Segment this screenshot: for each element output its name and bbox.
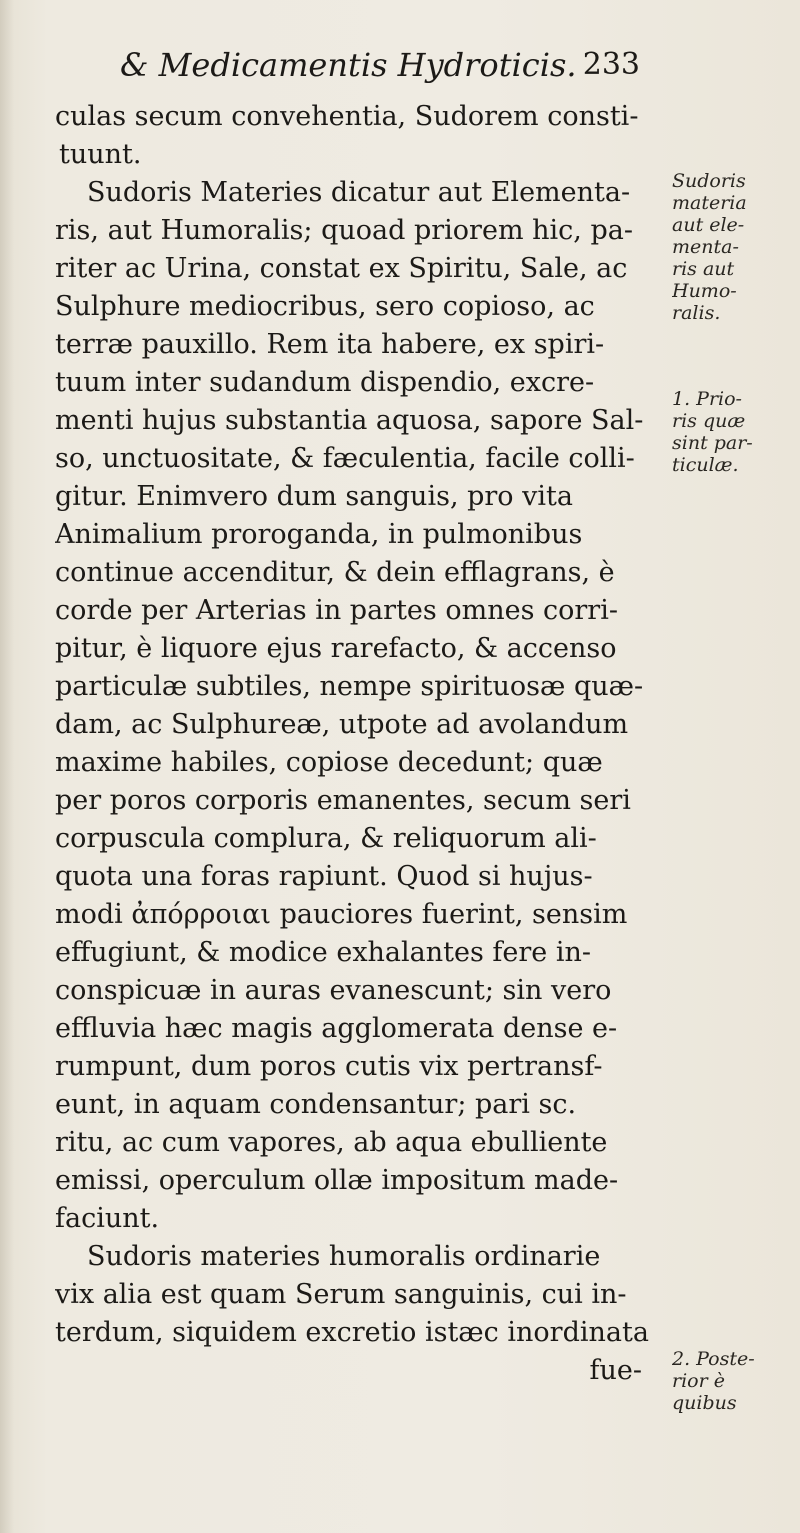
text-line: ritu, ac cum vapores, ab aqua ebulliente [55,1127,608,1158]
margin-note-line: materia [672,192,747,214]
running-head: & Medicamentis Hydroticis. [120,46,577,84]
margin-note-line: Humo- [672,280,737,302]
margin-note [672,170,797,324]
margin-note-line: 2. Poste- [672,1348,755,1370]
text-line: corde per Arterias in partes omnes corri- [55,595,618,626]
margin-note-line: ris quæ [672,410,746,432]
text-line: Sudoris materies humoralis ordinarie [87,1241,601,1272]
text-line: Sudoris Materies dicatur aut Elementa- [87,177,631,208]
text-line: terdum, siquidem excretio istæc inordinata [55,1317,649,1348]
text-line: so, unctuositate, & fæculentia, facile colli- [55,443,635,474]
text-line: maxime habiles, copiose decedunt; quæ [55,747,603,778]
margin-note-line: aut ele- [672,214,745,236]
text-line: terræ pauxillo. Rem ita habere, ex spiri- [55,329,605,360]
text-line: conspicuæ in auras evanescunt; sin vero [55,975,612,1006]
text-line: faciunt. [55,1203,160,1234]
text-line: dam, ac Sulphureæ, utpote ad avolandum [55,709,629,740]
margin-note-line: sint par- [672,432,753,454]
margin-note-line: quibus [672,1392,737,1414]
margin-note-line: Sudoris [672,170,746,192]
margin-note-line: ticulæ. [672,454,739,476]
text-line: emissi, operculum ollæ impositum made- [55,1165,619,1196]
margin-note [672,388,797,476]
text-line: effugiunt, & modice exhalantes fere in- [55,937,592,968]
margin-note-line: rior è [672,1370,725,1392]
text-line: rumpunt, dum poros cutis vix pertransf- [55,1051,603,1082]
text-line: ris, aut Humoralis; quoad priorem hic, pa- [55,215,633,246]
text-line: continue accenditur, & dein efflagrans, è [55,557,615,588]
text-line: modi ἀπόρροιαι pauciores fuerint, sensim [55,899,628,930]
text-line: tuum inter sudandum dispendio, excre- [55,367,595,398]
text-line: pitur, è liquore ejus rarefacto, & accenso [55,633,617,664]
text-line: tuunt. [59,139,142,170]
margin-note-line: ris aut [672,258,735,280]
text-line: effluvia hæc magis agglomerata dense e- [55,1013,618,1044]
text-line: per poros corporis emanentes, secum seri [55,785,631,816]
text-line: particulæ subtiles, nempe spirituosæ quæ- [55,671,644,702]
body-text [55,98,650,1390]
text-line: eunt, in aquam condensantur; pari sc. [55,1089,577,1120]
text-line: corpuscula complura, & reliquorum ali- [55,823,597,854]
text-line: gitur. Enimvero dum sanguis, pro vita [55,481,573,512]
text-line: vix alia est quam Serum sanguinis, cui in- [55,1279,627,1310]
text-line: menti hujus substantia aquosa, sapore Sal- [55,405,644,436]
text-line: riter ac Urina, constat ex Spiritu, Sale, ac [55,253,628,284]
margin-note-line: 1. Prio- [672,388,742,410]
catchword: fue- [589,1355,642,1386]
page-number: 233 [582,47,640,82]
text-line: culas secum convehentia, Sudorem consti- [55,101,639,132]
margin-note-line: menta- [672,236,739,258]
margin-note [672,1348,797,1414]
text-line: Animalium proroganda, in pulmonibus [55,519,583,550]
margin-note-line: ralis. [672,302,721,324]
text-line: quota una foras rapiunt. Quod si hujus- [55,861,593,892]
gutter-shadow [0,0,14,1533]
text-line: Sulphure mediocribus, sero copioso, ac [55,291,595,322]
